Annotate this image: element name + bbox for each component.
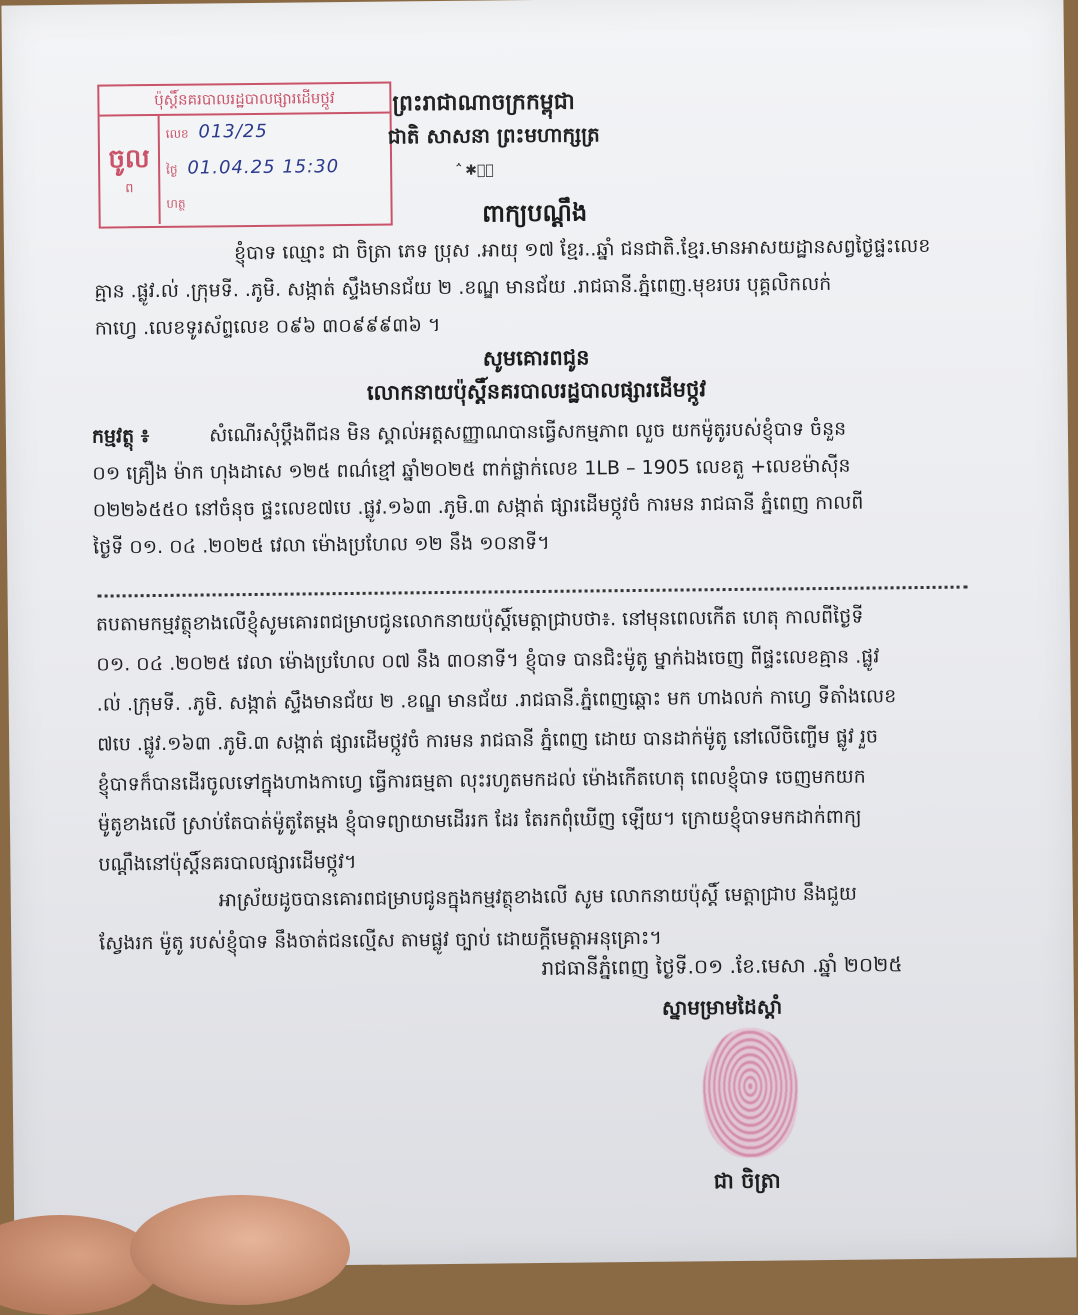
nation-motto: ជាតិ សាសនា ព្រះមហាក្សត្រ bbox=[387, 122, 600, 149]
stamp-date-label: ថ្ងៃ bbox=[166, 162, 178, 177]
closing-paragraph bbox=[99, 871, 1000, 964]
body-line: តបតាមកម្មវត្ថុខាងលើខ្ញុំសូមគោរពជម្រាបជូនលោកនាយប៉ុស្តិ៍មេត្តាជ្រាបថា៖. នៅមុនពេលកើត ហេតុ កាលពីថ្ងៃទី bbox=[95, 605, 864, 636]
subject-line: ថ្ងៃទី ០១. ០៤ .២០២៥ វេលា ម៉ោងប្រហែល ១២ នឹង ១០នាទី។ bbox=[92, 531, 550, 559]
kingdom-heading: ព្រះរាជាណាចក្រកម្ពុជា bbox=[392, 89, 575, 117]
stamp-number-value: 013/25 bbox=[198, 120, 268, 143]
body-line: ០១. ០៤ .២០២៥ វេលា ម៉ោងប្រហែល ០៧ នឹង ៣០នាទី។ ខ្ញុំបាទ បានជិះម៉ូតូ ម្នាក់ឯងចេញ ពីផ្ទះលេខគ្មាន .ផ្លូវ bbox=[96, 645, 880, 676]
stamp-number-row bbox=[166, 121, 268, 144]
date-line: រាជធានីភ្នំពេញ ថ្ងៃទី.០១ .ខែ.មេសា .ឆ្នាំ ២០២៥ bbox=[541, 952, 903, 980]
intro-line: កាហ្វេ .លេខទូរស័ព្ទលេខ ០៩៦ ៣០៩៩៩៣៦ ។ bbox=[94, 314, 441, 340]
signer-name: ជា ចិត្រា bbox=[713, 1168, 781, 1194]
stamp-side-sub: ព bbox=[125, 180, 134, 196]
body-paragraph bbox=[96, 595, 999, 884]
closing-line: ស្វែងរក ម៉ូតូ របស់ខ្ញុំបាទ នឹងចាត់ជនល្មើស តាមផ្លូវ ច្បាប់ ដោយក្តីមេត្តាអនុគ្រោះ។ bbox=[99, 926, 662, 955]
subject-line: ០២២៦៥៥០ នៅចំនុច ផ្ទះលេខ៧បេ .ផ្លូវ.១៦៣ .ភូមិ.៣ សង្កាត់ ផ្សារដើមថ្កូវចំ ការមន រាជធានី ភ្នំពេញ កាលពី bbox=[92, 491, 864, 522]
stamp-signature-label: ហត្ថ bbox=[166, 196, 186, 211]
body-line: .ល់ .ក្រុមទី. .ភូមិ. សង្កាត់ ស្ទឹងមានជ័យ ២ .ខណ្ឌ មានជ័យ .រាជធានី.ភ្នំពេញឆ្ពោះ មក ហាងលក់ កាហ្វេ ទីតាំងលេខ bbox=[96, 685, 897, 716]
addressee-line-1: សូមគោរពជូន bbox=[482, 345, 590, 371]
body-line: ម៉ូតូខាងលើ ស្រាប់តែបាត់ម៉ូតូតែម្តង ខ្ញុំបាទព្យាយាមដើររក ដែរ តែរកពុំឃើញ ឡើយ។ ក្រោយខ្ញុំបាទមកដាក់ពាក្យ bbox=[97, 805, 862, 836]
subject-line: ០១ គ្រឿង ម៉ាក ហុងដាសេ ១២៥ ពណ៌ខ្មៅ ឆ្នាំ២០២៥ ពាក់ផ្លាក់លេខ 1LB – 1905 លេខតួ +លេខម៉ាស៊ីន bbox=[92, 454, 851, 485]
thumbprint-mark bbox=[702, 1027, 798, 1158]
complaint-letter-paper bbox=[1, 0, 1076, 1269]
stamp-header: ប៉ុស្តិ៍នគរបាលរដ្ឋបាលផ្សារដើមថ្កូវ bbox=[99, 84, 389, 117]
body-line: ៧បេ .ផ្លូវ.១៦៣ .ភូមិ.៣ សង្កាត់ ផ្សារដើមថ្កូវចំ ការមន រាជធានី ភ្នំពេញ ដោយ បានដាក់ម៉ូតូ នៅលើចិញ្ចើម ផ្លូវ រួច bbox=[97, 725, 879, 756]
intro-line: គ្មាន .ផ្លូវ.ល់ .ក្រុមទី. .ភូមិ. សង្កាត់ ស្ទឹងមានជ័យ ២ .ខណ្ឌ មានជ័យ .រាជធានី.ភ្នំពេញ.មុខរបរ បុគ្គលិកលក់ bbox=[94, 272, 832, 303]
signature-label: ស្នាមម្រាមដៃស្តាំ bbox=[661, 994, 783, 1020]
body-line: ខ្ញុំបាទក៏បានដើរចូលទៅក្នុងហាងកាហ្វេ ធ្វើការធម្មតា លុះរហូតមកដល់ ម៉ោងកើតហេតុ ពេលខ្ញុំបាទ ចេញមកយក bbox=[97, 765, 866, 796]
subject-label: កម្មវត្ថុ ៖ bbox=[91, 425, 150, 448]
finger-thumb bbox=[130, 1195, 350, 1305]
body-line: បណ្តឹងនៅប៉ុស្តិ៍នគរបាលផ្សារដើមថ្កូវ។ bbox=[98, 850, 357, 876]
closing-line: អាស្រ័យដូចបានគោរពជម្រាបជូនក្នុងកម្មវត្ថុខាងលើ សូម លោកនាយប៉ុស្តិ៍ មេត្តាជ្រាប នឹងជួយ bbox=[218, 882, 858, 912]
ornament-divider: ᩳᩳ✱ᩳᩳ bbox=[463, 162, 496, 179]
intro-paragraph bbox=[94, 227, 995, 347]
stamp-number-label: លេខ bbox=[165, 126, 189, 141]
intro-line: ខ្ញុំបាទ ឈ្មោះ ជា ចិត្រា ភេទ ប្រុស .អាយុ ១៧ ខ្មែរ..ឆ្នាំ ជនជាតិ.ខ្មែរ.មានអាសយដ្ឋានសព្វថ្ងៃផ្ទះលេខ bbox=[233, 234, 931, 265]
subject-block bbox=[92, 409, 994, 566]
dotted-divider bbox=[98, 586, 968, 598]
stamp-date-row bbox=[166, 156, 339, 180]
stamp-side-text: ចូល bbox=[108, 143, 150, 174]
document-title: ពាក្យបណ្តឹង bbox=[481, 198, 588, 228]
subject-line: សំណើរសុំប្តឹងពីជន មិន ស្គាល់អត្តសញ្ញាណបានធ្វើសកម្មភាព លួច យកម៉ូតូរបស់ខ្ញុំបាទ ចំនួន bbox=[209, 417, 847, 447]
addressee-line-2: លោកនាយប៉ុស្តិ៍នគរបាលរដ្ឋបាលផ្សារដើមថ្កូវ bbox=[366, 377, 707, 405]
stamp-date-value: 01.04.25 15:30 bbox=[187, 156, 340, 179]
